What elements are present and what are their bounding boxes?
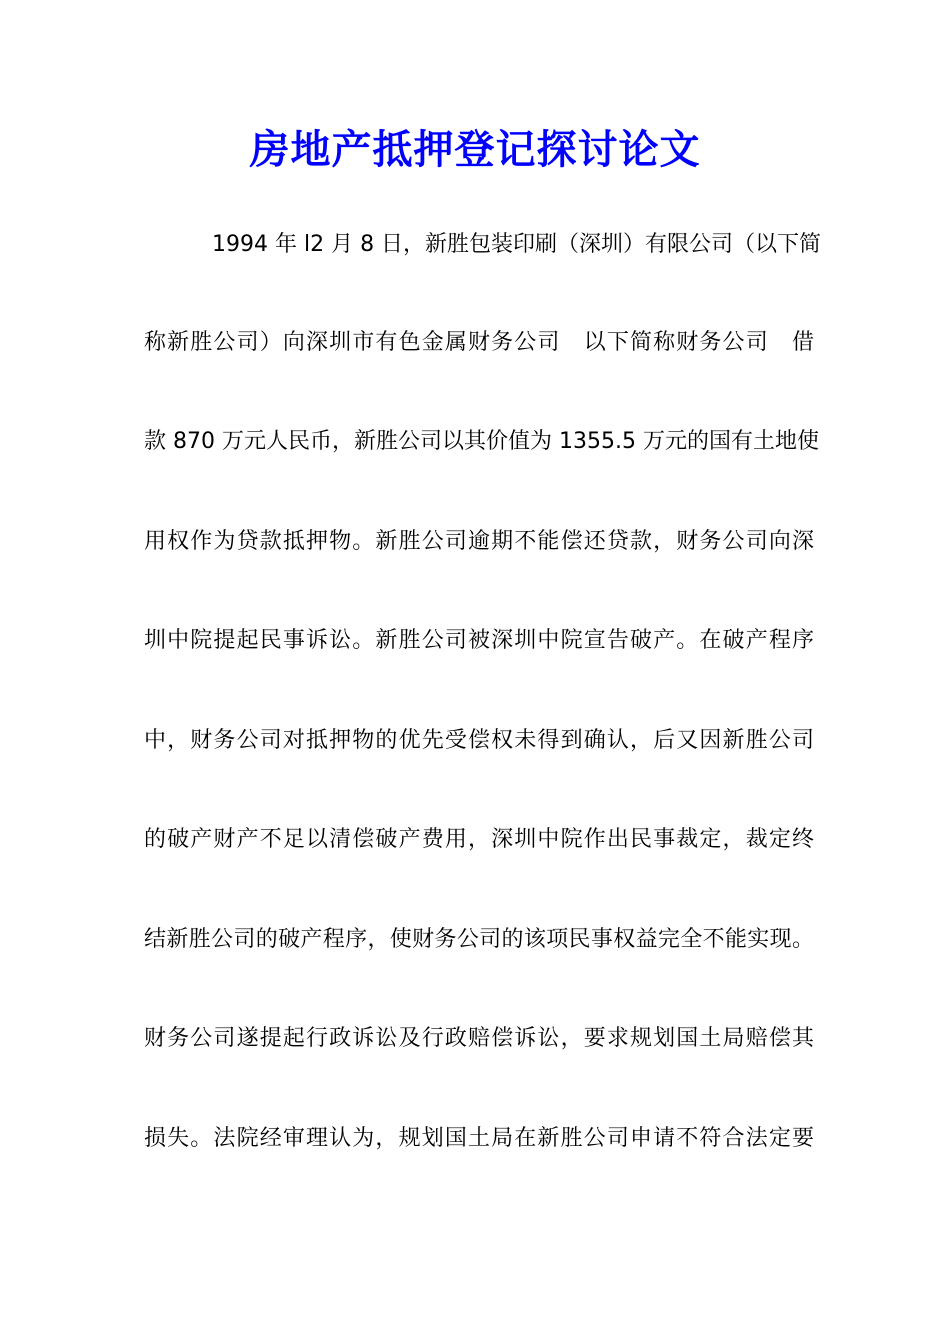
paragraph-line: 财务公司遂提起行政诉讼及行政赔偿诉讼，要求规划国土局赔偿其: [144, 1026, 814, 1051]
paragraph-line: 1994 年 l2 月 8 日，新胜包装印刷（深圳）有限公司（以下简: [212, 232, 822, 257]
paragraph-line: 圳中院提起民事诉讼。新胜公司被深圳中院宣告破产。在破产程序: [144, 628, 814, 653]
paragraph-line: 结新胜公司的破产程序，使财务公司的该项民事权益完全不能实现。: [144, 927, 814, 952]
paragraph-line: 款 870 万元人民币，新胜公司以其价值为 1355.5 万元的国有土地使: [144, 429, 819, 454]
paragraph-line: 称新胜公司）向深圳市有色金属财务公司 以下简称财务公司 借: [144, 330, 814, 355]
paragraph-line: 中，财务公司对抵押物的优先受偿权未得到确认，后又因新胜公司: [144, 728, 814, 753]
paragraph-line: 损失。法院经审理认为，规划国土局在新胜公司申请不符合法定要: [144, 1126, 814, 1151]
document-title: 房地产抵押登记探讨论文: [249, 126, 701, 173]
paragraph-line: 的破产财产不足以清偿破产费用，深圳中院作出民事裁定，裁定终: [144, 827, 814, 852]
paragraph-line: 用权作为贷款抵押物。新胜公司逾期不能偿还贷款，财务公司向深: [144, 529, 814, 554]
